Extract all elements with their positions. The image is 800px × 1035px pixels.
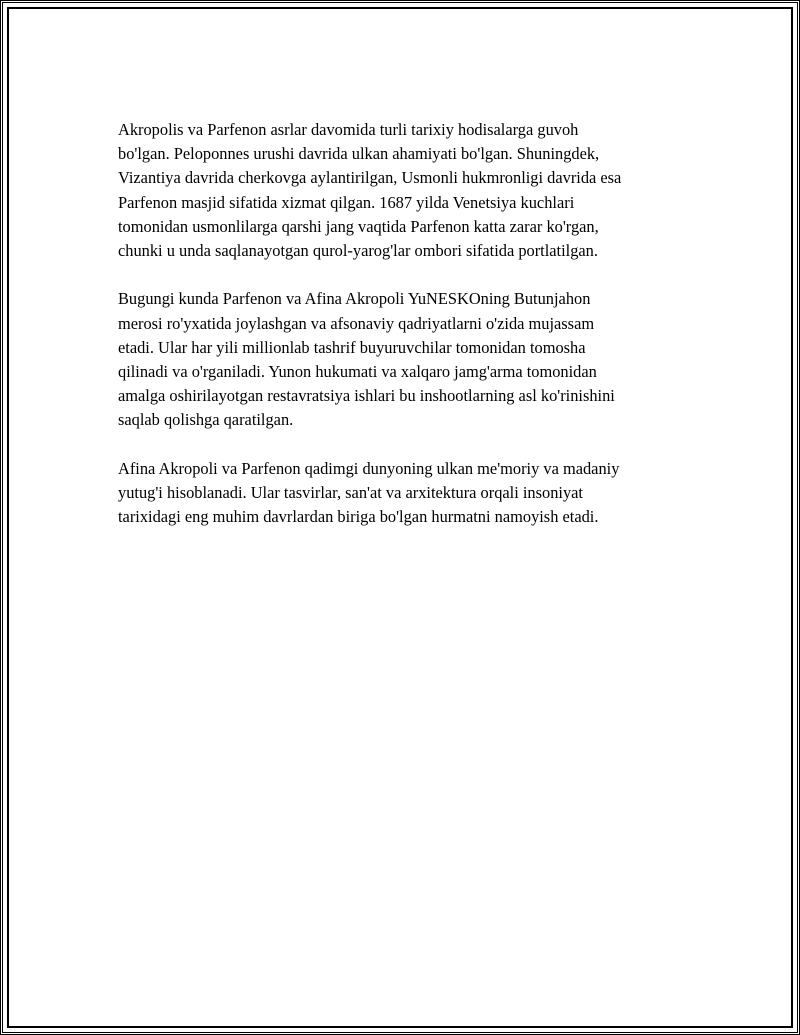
paragraph-conclusion: Afina Akropoli va Parfenon qadimgi dunyoning ulkan me'moriy va madaniy yutug'i hisoblanadi. Ular tasvirlar, san'at va arxitektura orqali insoniyat tarixidagi eng muhim davrlardan biriga bo'lgan hurmatni namoyish etadi.	[118, 458, 620, 527]
document-body	[118, 118, 698, 554]
paragraph-history: Akropolis va Parfenon asrlar davomida turli tarixiy hodisalarga guvoh bo'lgan. Peloponnes urushi davrida ulkan ahamiyati bo'lgan. Shuningdek, Vizantiya davrida cherkovga aylantirilgan, Usmonli hukmronligi davrida esa Parfenon masjid sifatida xizmat qilgan. 1687 yilda Venetsiya kuchlari tomonidan usmonlilarga qarshi jang vaqtida Parfenon katta zarar ko'rgan, chunki u unda saqlanayotgan qurol-yarog'lar ombori sifatida portlatilgan.	[118, 120, 622, 261]
paragraph-unesco-heritage: Bugungi kunda Parfenon va Afina Akropoli YuNESKOning Butunjahon merosi ro'yxatida joylashgan va afsonaviy qadriyatlarni o'zida mujassam etadi. Ular har yili millionlab tashrif buyuruvchilar tomonidan tomosha qilinadi va o'rganiladi. Yunon hukumati va xalqaro jamg'arma tomonidan amalga oshirilayotgan restavratsiya ishlari bu inshootlarning asl ko'rinishini saqlab qolishga qaratilgan.	[118, 289, 615, 430]
